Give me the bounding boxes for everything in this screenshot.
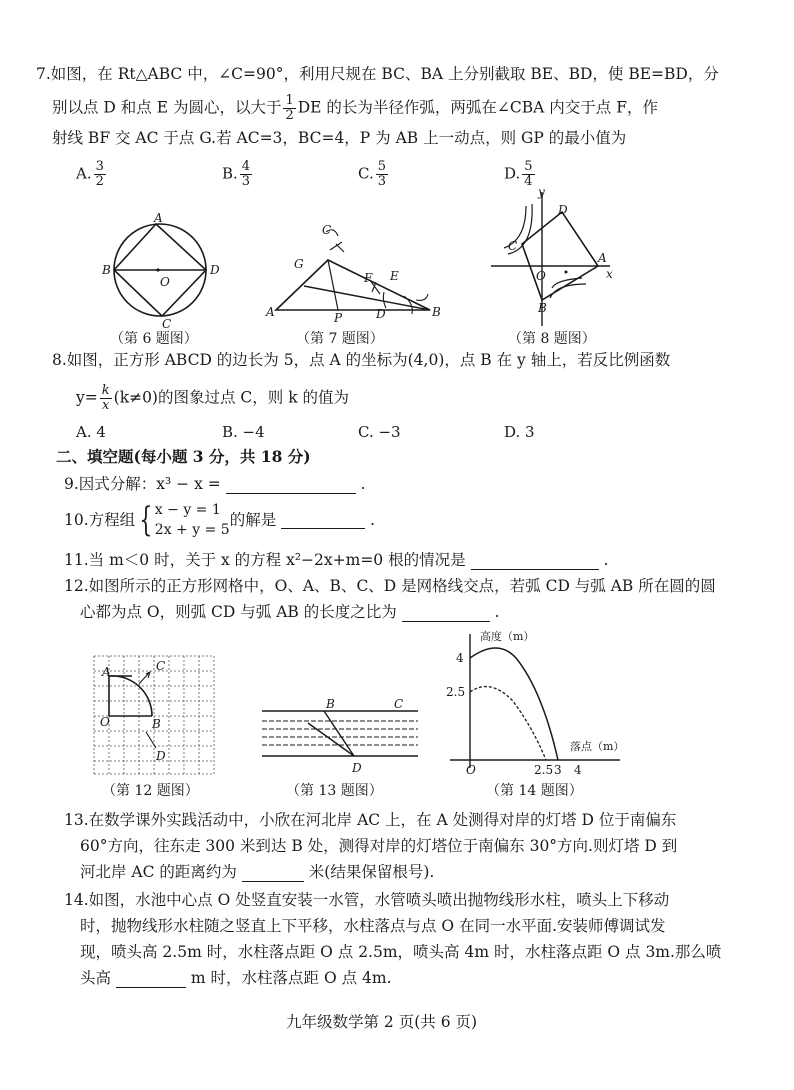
hyperbola-branch-right (550, 278, 586, 298)
tick-x-2-5: 2.5 (534, 763, 554, 777)
arc-ab (109, 676, 152, 716)
arc-d (383, 292, 386, 308)
center-dot (156, 268, 159, 271)
q13-text-b: 米(结果保留根号). (308, 863, 435, 881)
label-x: x (606, 267, 613, 281)
frac-num: k (101, 383, 110, 398)
q14-answer-blank[interactable] (116, 971, 186, 988)
label-d: D (558, 203, 568, 217)
q8-option-c: C. −3 (358, 423, 401, 441)
q8-option-a: A. 4 (76, 423, 106, 441)
q8-prefix: y= (76, 388, 98, 407)
frac-num: 3 (95, 159, 104, 174)
equation-2: 2x + y = 5 (154, 522, 230, 538)
q7-line3: 射线 BF 交 AC 于点 G.若 AC=3，BC=4，P 为 AB 上一动点，则 GP 的最小值为 (52, 129, 627, 147)
q8-suffix: (k≠0)的图象过点 C，则 k 的值为 (113, 388, 350, 407)
label-a: A (266, 305, 275, 319)
q11-answer-blank[interactable] (471, 553, 599, 570)
arc-mark-c (139, 672, 150, 684)
q8-line2 (76, 384, 349, 413)
caption-fig6: （第 6 题图） (110, 331, 198, 347)
parabola-4m (470, 648, 558, 760)
sight-line (308, 723, 354, 756)
tick-x-4: 4 (574, 763, 582, 777)
q14-line2: 时，抛物线形水柱随之竖直上下平移，水柱落点与点 O 在同一水平面.安装师傅调试发 (80, 917, 666, 935)
figure-14 (446, 630, 626, 780)
q7-line2 (52, 94, 658, 123)
q10-end: . (370, 511, 376, 529)
page-footer: 九年级数学第 2 页(共 6 页) (286, 1013, 478, 1031)
q10-suffix: 的解是 (229, 511, 277, 529)
label-g: G (294, 257, 304, 271)
caption-fig12: （第 12 题图） (102, 783, 199, 799)
ray-bf (304, 286, 430, 310)
figure-13 (258, 696, 420, 778)
frac-den: 4 (524, 174, 533, 189)
q7-line2-b: DE 的长为半径作弧，两弧在∠CBA 内交于点 F，作 (297, 98, 658, 117)
label-b: B (102, 263, 111, 277)
tick-y-2-5: 2.5 (446, 685, 466, 699)
section-heading: 二、填空题(每小题 3 分，共 18 分) (56, 447, 311, 466)
q12-line2 (80, 602, 500, 622)
tick-x-o: O (466, 763, 476, 777)
frac-num: 5 (377, 159, 386, 174)
label-a: A (154, 211, 163, 225)
q14-line3: 现，喷头高 2.5m 时，水柱落点距 O 点 2.5m，喷头高 4m 时，水柱落点距 O 点 3m.那么喷 (80, 943, 722, 961)
label-d: D (376, 307, 386, 321)
label-c: C (394, 697, 404, 711)
q14-line1: 14.如图，水池中心点 O 处竖直安装一水管，水管喷头喷出抛物线形水柱，喷头上下移动 (64, 891, 670, 909)
frac-den: 2 (285, 108, 294, 123)
q11-text: 11.当 m＜0 时，关于 x 的方程 x²−2x+m=0 根的情况是 (64, 551, 466, 569)
figure-12 (94, 656, 218, 778)
q8-fraction (100, 384, 112, 413)
q7-option-a (76, 160, 108, 189)
q10-prefix: 10.方程组 (64, 511, 136, 529)
q7-half-fraction (283, 94, 295, 123)
label-c: C (322, 223, 332, 237)
label-o: O (536, 269, 546, 283)
q14-text-b: m 时，水柱落点距 O 点 4m. (190, 969, 392, 987)
point-dot (565, 271, 568, 274)
q14-line4 (80, 968, 392, 988)
label-d: D (352, 761, 362, 775)
label-b: B (432, 305, 441, 319)
frac-num: 5 (524, 159, 533, 174)
caption-fig7: （第 7 题图） (296, 331, 384, 347)
q8-line1: 8.如图，正方形 ABCD 的边长为 5，点 A 的坐标为(4,0)，点 B 在 y 轴上，若反比例函数 (52, 351, 671, 369)
label-b: B (326, 697, 335, 711)
q9-answer-blank[interactable] (226, 477, 356, 494)
option-label: C. (358, 164, 374, 183)
label-o: O (160, 275, 170, 289)
equation-1: x − y = 1 (154, 502, 221, 518)
y-axis-label: 高度（m） (480, 630, 535, 643)
q7-option-b (222, 160, 254, 189)
q11 (64, 550, 608, 570)
x-axis-label: 落点（m） (570, 740, 625, 753)
frac-den: 3 (241, 174, 251, 189)
q14-text-a: 头高 (80, 969, 112, 987)
option-label: B. (222, 164, 238, 183)
frac-den: x (102, 398, 110, 413)
option-label: D. (504, 164, 521, 183)
frac-num: 4 (241, 159, 251, 174)
label-a: A (102, 665, 111, 679)
q8-option-b: B. −4 (222, 423, 265, 441)
q11-end: . (603, 551, 609, 569)
frac-den: 2 (95, 174, 104, 189)
q7-option-c (358, 160, 390, 189)
q10 (64, 500, 375, 540)
label-y: y (538, 185, 545, 199)
label-o: O (100, 715, 110, 729)
label-b: B (538, 301, 547, 315)
brace: { (139, 500, 153, 540)
q13-text-a: 河北岸 AC 的距离约为 (80, 863, 237, 881)
label-b: B (152, 717, 161, 731)
frac-num: 1 (285, 93, 294, 108)
caption-fig8: （第 8 题图） (508, 331, 596, 347)
square-abcd (522, 212, 598, 300)
q13-line3 (80, 862, 434, 882)
q7-line2-a: 别以点 D 和点 E 为圆心，以大于 (52, 98, 282, 117)
figure-7 (266, 222, 446, 332)
figure-6 (100, 211, 220, 331)
arc-mark-d (146, 732, 156, 748)
frac-den: 3 (377, 174, 386, 189)
label-c: C (156, 659, 166, 673)
q13-line2: 60°方向，往东走 300 米到达 B 处，测得对岸的灯塔位于南偏东 30°方向.则灯塔 D 到 (80, 837, 678, 855)
caption-fig13: （第 13 题图） (286, 783, 383, 799)
label-c: C (508, 239, 518, 253)
q7-line1: 7.如图，在 Rt△ABC 中，∠C=90°，利用尺规在 BC、BA 上分别截取 BE、BD，使 BE=BD，分 (36, 65, 719, 83)
label-p: P (334, 311, 343, 325)
q12-text: 心都为点 O，则弧 CD 与弧 AB 的长度之比为 (80, 603, 397, 621)
sight-line-bd (324, 711, 354, 756)
q10-answer-blank[interactable] (281, 512, 365, 529)
label-e: E (390, 269, 399, 283)
q9-text: 9.因式分解：x³ − x = (64, 475, 221, 493)
grid-lines (94, 656, 214, 774)
q7-option-d (504, 160, 537, 189)
q12-answer-blank[interactable] (402, 605, 490, 622)
label-d: D (156, 749, 166, 763)
q13-line1: 13.在数学课外实践活动中，小欣在河北岸 AC 上，在 A 处测得对岸的灯塔 D 位于南偏东 (64, 811, 677, 829)
label-c: C (162, 317, 172, 331)
caption-fig14: （第 14 题图） (486, 783, 583, 799)
label-f: F (364, 271, 373, 285)
label-a: A (598, 251, 607, 265)
segment-gp (328, 260, 338, 310)
figure-8 (486, 185, 616, 333)
q9 (64, 474, 366, 494)
q8-option-d: D. 3 (504, 423, 535, 441)
q13-answer-blank[interactable] (242, 865, 304, 882)
q12-end: . (494, 603, 500, 621)
tick-x-3: 3 (554, 763, 562, 777)
label-d: D (210, 263, 220, 277)
tick-y-4: 4 (456, 651, 464, 665)
parabola-2-5m (470, 687, 546, 760)
option-label: A. (76, 164, 92, 183)
q12-line1: 12.如图所示的正方形网格中，O、A、B、C、D 是网格线交点，若弧 CD 与弧 AB 所在圆的圆 (64, 577, 716, 595)
equation-system (155, 500, 230, 540)
q9-end: . (360, 475, 366, 493)
